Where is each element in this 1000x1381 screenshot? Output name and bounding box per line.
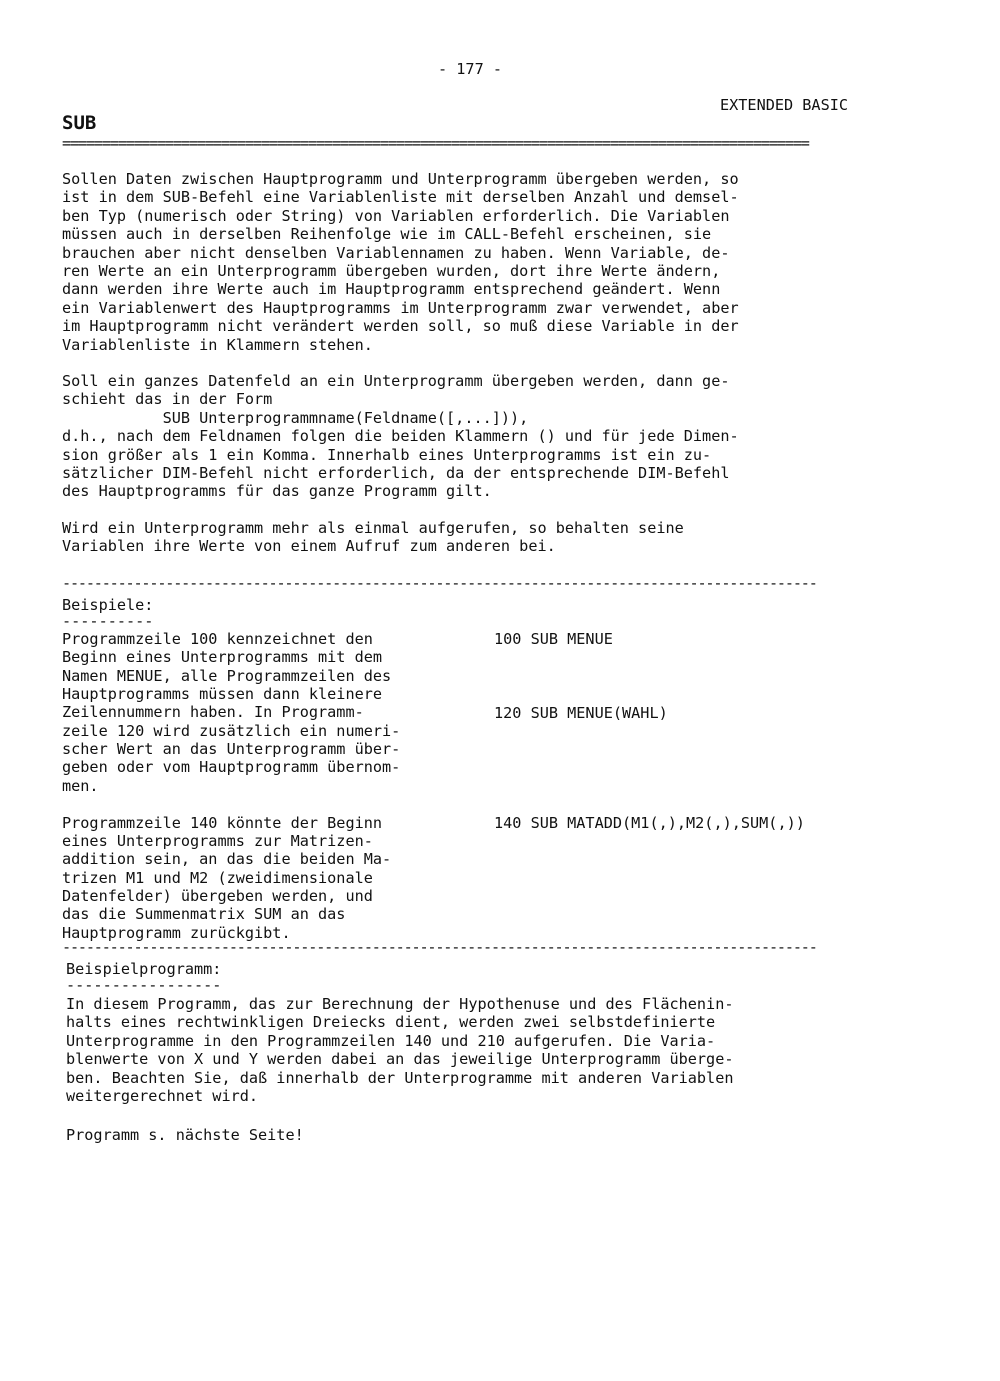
text-line: müssen auch in derselben Reihenfolge wie im CALL-Befehl erscheinen, sie: [62, 225, 712, 244]
code-line-120: 120 SUB MENUE(WAHL): [494, 704, 668, 722]
section-rule-bottom: -----------------------------------------------------------------------------------------------: [62, 938, 817, 956]
text-line: Variablen ihre Werte von einem Aufruf zum anderen bei.: [62, 537, 556, 556]
text-line: Wird ein Unterprogramm mehr als einmal aufgerufen, so behalten seine: [62, 519, 684, 537]
double-rule: ==============================================================================================: [62, 134, 809, 152]
text-line: Namen MENUE, alle Programmzeilen des: [62, 666, 392, 685]
text-line: sion größer als 1 ein Komma. Innerhalb eines Unterprogramms ist ein zu-: [62, 445, 712, 464]
text-line: blenwerte von X und Y werden dabei an das jeweilige Unterprogramm überge-: [66, 1050, 734, 1069]
examples-heading: Beispiele:: [62, 596, 154, 614]
text-line: Datenfelder) übergeben werden, und: [62, 886, 373, 905]
text-line: trizen M1 und M2 (zweidimensionale: [62, 868, 373, 887]
text-line: SUB Unterprogrammname(Feldname([,...])),: [62, 408, 529, 427]
text-line: geben oder vom Hauptprogramm übernom-: [62, 758, 401, 777]
section-rule-top: -----------------------------------------------------------------------------------------------: [62, 574, 817, 592]
text-line: Unterprogramme in den Programmzeilen 140 und 210 aufgerufen. Die Varia-: [66, 1031, 716, 1050]
text-line: Sollen Daten zwischen Hauptprogramm und Unterprogramm übergeben werden, so: [62, 170, 739, 188]
text-line: d.h., nach dem Feldnamen folgen die beiden Klammern () und für jede Dimen-: [62, 427, 739, 446]
code-line-140: 140 SUB MATADD(M1(,),M2(,),SUM(,)): [494, 814, 805, 832]
text-line: Beginn eines Unterprogramms mit dem: [62, 648, 383, 667]
text-line: brauchen aber nicht denselben Variablennamen zu haben. Wenn Variable, de-: [62, 243, 730, 262]
text-line: des Hauptprogramms für das ganze Programm gilt.: [62, 482, 492, 501]
text-line: sätzlicher DIM-Befehl nicht erforderlich, da der entsprechende DIM-Befehl: [62, 464, 730, 482]
text-line: ren Werte an ein Unterprogramm übergeben wurden, dort ihre Werte ändern,: [62, 262, 721, 280]
text-line: weitergerechnet wird.: [66, 1087, 259, 1105]
examples-underline: ----------: [62, 612, 154, 630]
text-line: Zeilennummern haben. In Programm-: [62, 703, 364, 722]
next-page-note: Programm s. nächste Seite!: [66, 1126, 304, 1144]
program-underline: -----------------: [66, 976, 222, 994]
text-line: In diesem Programm, das zur Berechnung der Hypothenuse und des Flächenin-: [66, 995, 734, 1013]
text-line: Programmzeile 140 könnte der Beginn: [62, 813, 383, 832]
text-line: halts eines rechtwinkligen Dreiecks dient, werden zwei selbstdefinierte: [66, 1013, 716, 1032]
text-line: scher Wert an das Unterprogramm über-: [62, 740, 401, 759]
text-line: schieht das in der Form: [62, 390, 273, 409]
program-heading: Beispielprogramm:: [66, 960, 222, 978]
text-line: ben Typ (numerisch oder String) von Variablen erforderlich. Die Variablen: [62, 206, 730, 225]
text-line: im Hauptprogramm nicht verändert werden soll, so muß diese Variable in der: [62, 317, 739, 336]
text-line: ben. Beachten Sie, daß innerhalb der Unterprogramme mit anderen Variablen: [66, 1068, 734, 1087]
section-label: EXTENDED BASIC: [720, 96, 849, 114]
text-line: Programmzeile 100 kennzeichnet den: [62, 630, 373, 648]
text-line: Soll ein ganzes Datenfeld an ein Unterprogramm übergeben werden, dann ge-: [62, 372, 730, 390]
text-line: addition sein, an das die beiden Ma-: [62, 850, 392, 869]
text-line: Hauptprogramms müssen dann kleinere: [62, 685, 383, 704]
page-title: SUB: [62, 112, 97, 134]
text-line: dann werden ihre Werte auch im Hauptprogramm entsprechend geändert. Wenn: [62, 280, 721, 299]
page-number: - 177 -: [438, 60, 503, 78]
text-line: ein Variablenwert des Hauptprogramms im Unterprogramm zwar verwendet, aber: [62, 298, 739, 317]
text-line: zeile 120 wird zusätzlich ein numeri-: [62, 721, 401, 740]
code-line-100: 100 SUB MENUE: [494, 630, 613, 648]
text-line: Hauptprogramm zurückgibt.: [62, 923, 291, 942]
text-line: men.: [62, 776, 99, 795]
text-line: ist in dem SUB-Befehl eine Variablenliste mit derselben Anzahl und demsel-: [62, 188, 739, 207]
text-line: Variablenliste in Klammern stehen.: [62, 335, 373, 354]
text-line: eines Unterprogramms zur Matrizen-: [62, 831, 373, 850]
text-line: das die Summenmatrix SUM an das: [62, 905, 346, 924]
